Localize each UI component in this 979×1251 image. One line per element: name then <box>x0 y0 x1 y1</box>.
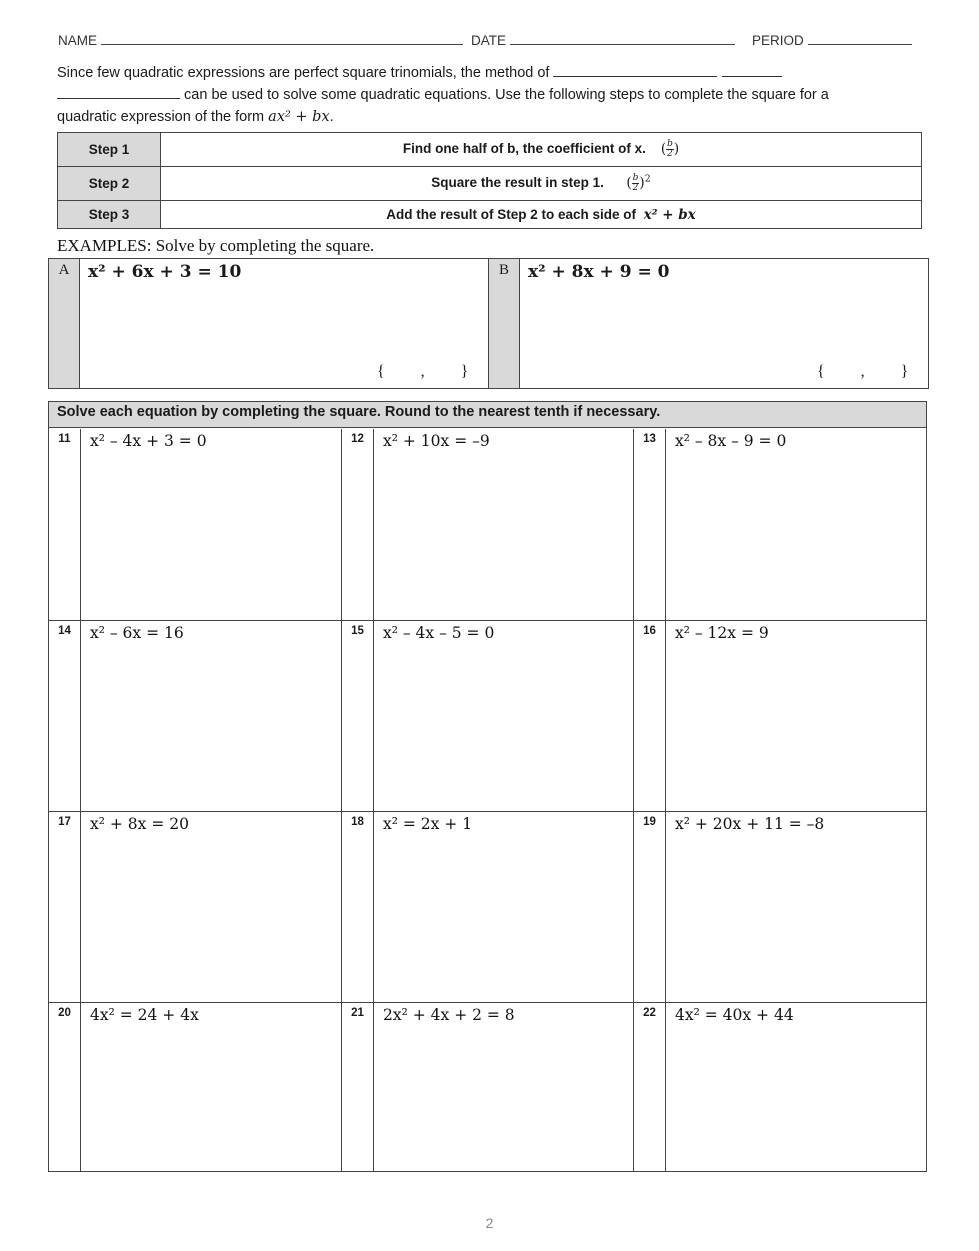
problem-number: 20 <box>49 1003 81 1171</box>
problem-number: 14 <box>49 621 81 811</box>
date-label: DATE <box>471 33 507 48</box>
problem-cell[interactable] <box>342 621 634 812</box>
step-description: Square the result in step 1. ( $\frac{b}{2}$ )$^2$ <box>161 167 922 201</box>
problem-cell[interactable] <box>342 812 634 1003</box>
problem-cell[interactable] <box>49 812 342 1003</box>
problem-cell[interactable] <box>634 1003 926 1171</box>
half-b-squared-formula: ( $\frac{b}{2}$ )$^2$ <box>626 173 651 193</box>
problem-equation: 2x² + 4x + 2 = 8 <box>383 1006 515 1024</box>
problem-cell[interactable] <box>342 1003 634 1171</box>
intro-paragraph <box>57 62 919 128</box>
problem-number: 17 <box>49 812 81 1002</box>
step-description: Add the result of Step 2 to each side of x² + bx <box>161 201 922 229</box>
problem-cell[interactable] <box>342 429 634 621</box>
problem-number: 12 <box>342 429 374 620</box>
problem-cell[interactable] <box>634 429 926 621</box>
worksheet-header <box>58 33 920 53</box>
problem-number: 11 <box>49 429 81 620</box>
problem-number: 13 <box>634 429 666 620</box>
example-label: B <box>489 259 520 388</box>
problem-equation: x² + 8x = 20 <box>90 815 189 833</box>
problem-cell[interactable] <box>49 621 342 812</box>
example-answer-set[interactable]: { , } <box>377 363 469 380</box>
step-row <box>58 167 922 201</box>
problem-equation: x² – 12x = 9 <box>675 624 769 642</box>
step-label: Step 3 <box>58 201 161 229</box>
step-description: Find one half of b, the coefficient of x. ( $\frac{b}{2}$ ) <box>161 133 922 167</box>
problem-equation: x² – 4x + 3 = 0 <box>90 432 207 450</box>
problem-number: 18 <box>342 812 374 1002</box>
problem-equation: x² – 4x – 5 = 0 <box>383 624 495 642</box>
intro-line-3: quadratic expression of the form ax² + bx. <box>57 109 334 125</box>
problem-equation: x² – 8x – 9 = 0 <box>675 432 787 450</box>
name-field[interactable] <box>58 33 463 48</box>
example-equation: x² + 6x + 3 = 10 <box>88 262 242 282</box>
examples-box <box>48 258 929 389</box>
name-blank[interactable] <box>101 33 463 45</box>
step-row <box>58 201 922 229</box>
step3-formula: x² + bx <box>643 206 696 223</box>
problem-number: 22 <box>634 1003 666 1171</box>
method-blank-2[interactable] <box>722 63 782 77</box>
examples-title: EXAMPLES: Solve by completing the square. <box>57 236 375 255</box>
problem-number: 15 <box>342 621 374 811</box>
method-blank-1[interactable] <box>553 63 717 77</box>
example-answer-set[interactable]: { , } <box>817 363 909 380</box>
problem-equation: x² + 10x = –9 <box>383 432 490 450</box>
problem-number: 21 <box>342 1003 374 1171</box>
problem-cell[interactable] <box>49 429 342 621</box>
period-label: PERIOD <box>752 33 804 48</box>
example-equation: x² + 8x + 9 = 0 <box>528 262 670 282</box>
period-blank[interactable] <box>808 33 912 45</box>
name-label: NAME <box>58 33 98 48</box>
intro-line-2: can be used to solve some quadratic equations. Use the following steps to complete the square for a <box>57 84 919 106</box>
step-row <box>58 133 922 167</box>
problem-equation: x² = 2x + 1 <box>383 815 473 833</box>
period-field[interactable] <box>752 33 912 48</box>
problem-number: 16 <box>634 621 666 811</box>
problem-cell[interactable] <box>634 812 926 1003</box>
problems-box <box>48 401 927 1172</box>
example-label: A <box>49 259 80 388</box>
method-blank-3[interactable] <box>57 85 180 99</box>
intro-line-1: Since few quadratic expressions are perfect square trinomials, the method of <box>57 62 919 84</box>
problem-equation: x² + 20x + 11 = –8 <box>675 815 825 833</box>
date-blank[interactable] <box>510 33 735 45</box>
steps-table <box>57 132 922 229</box>
step-label: Step 1 <box>58 133 161 167</box>
page-number: 2 <box>485 1215 494 1231</box>
step-label: Step 2 <box>58 167 161 201</box>
date-field[interactable] <box>471 33 735 48</box>
problem-equation: x² – 6x = 16 <box>90 624 184 642</box>
half-b-formula: ( $\frac{b}{2}$ ) <box>660 139 680 159</box>
form-expression: ax² + bx <box>268 109 330 125</box>
problem-cell[interactable] <box>49 1003 342 1171</box>
problem-cell[interactable] <box>634 621 926 812</box>
problem-number: 19 <box>634 812 666 1002</box>
problem-equation: 4x² = 40x + 44 <box>675 1006 794 1024</box>
problem-equation: 4x² = 24 + 4x <box>90 1006 199 1024</box>
problems-instruction: Solve each equation by completing the square. Round to the nearest tenth if necessary. <box>49 402 926 428</box>
